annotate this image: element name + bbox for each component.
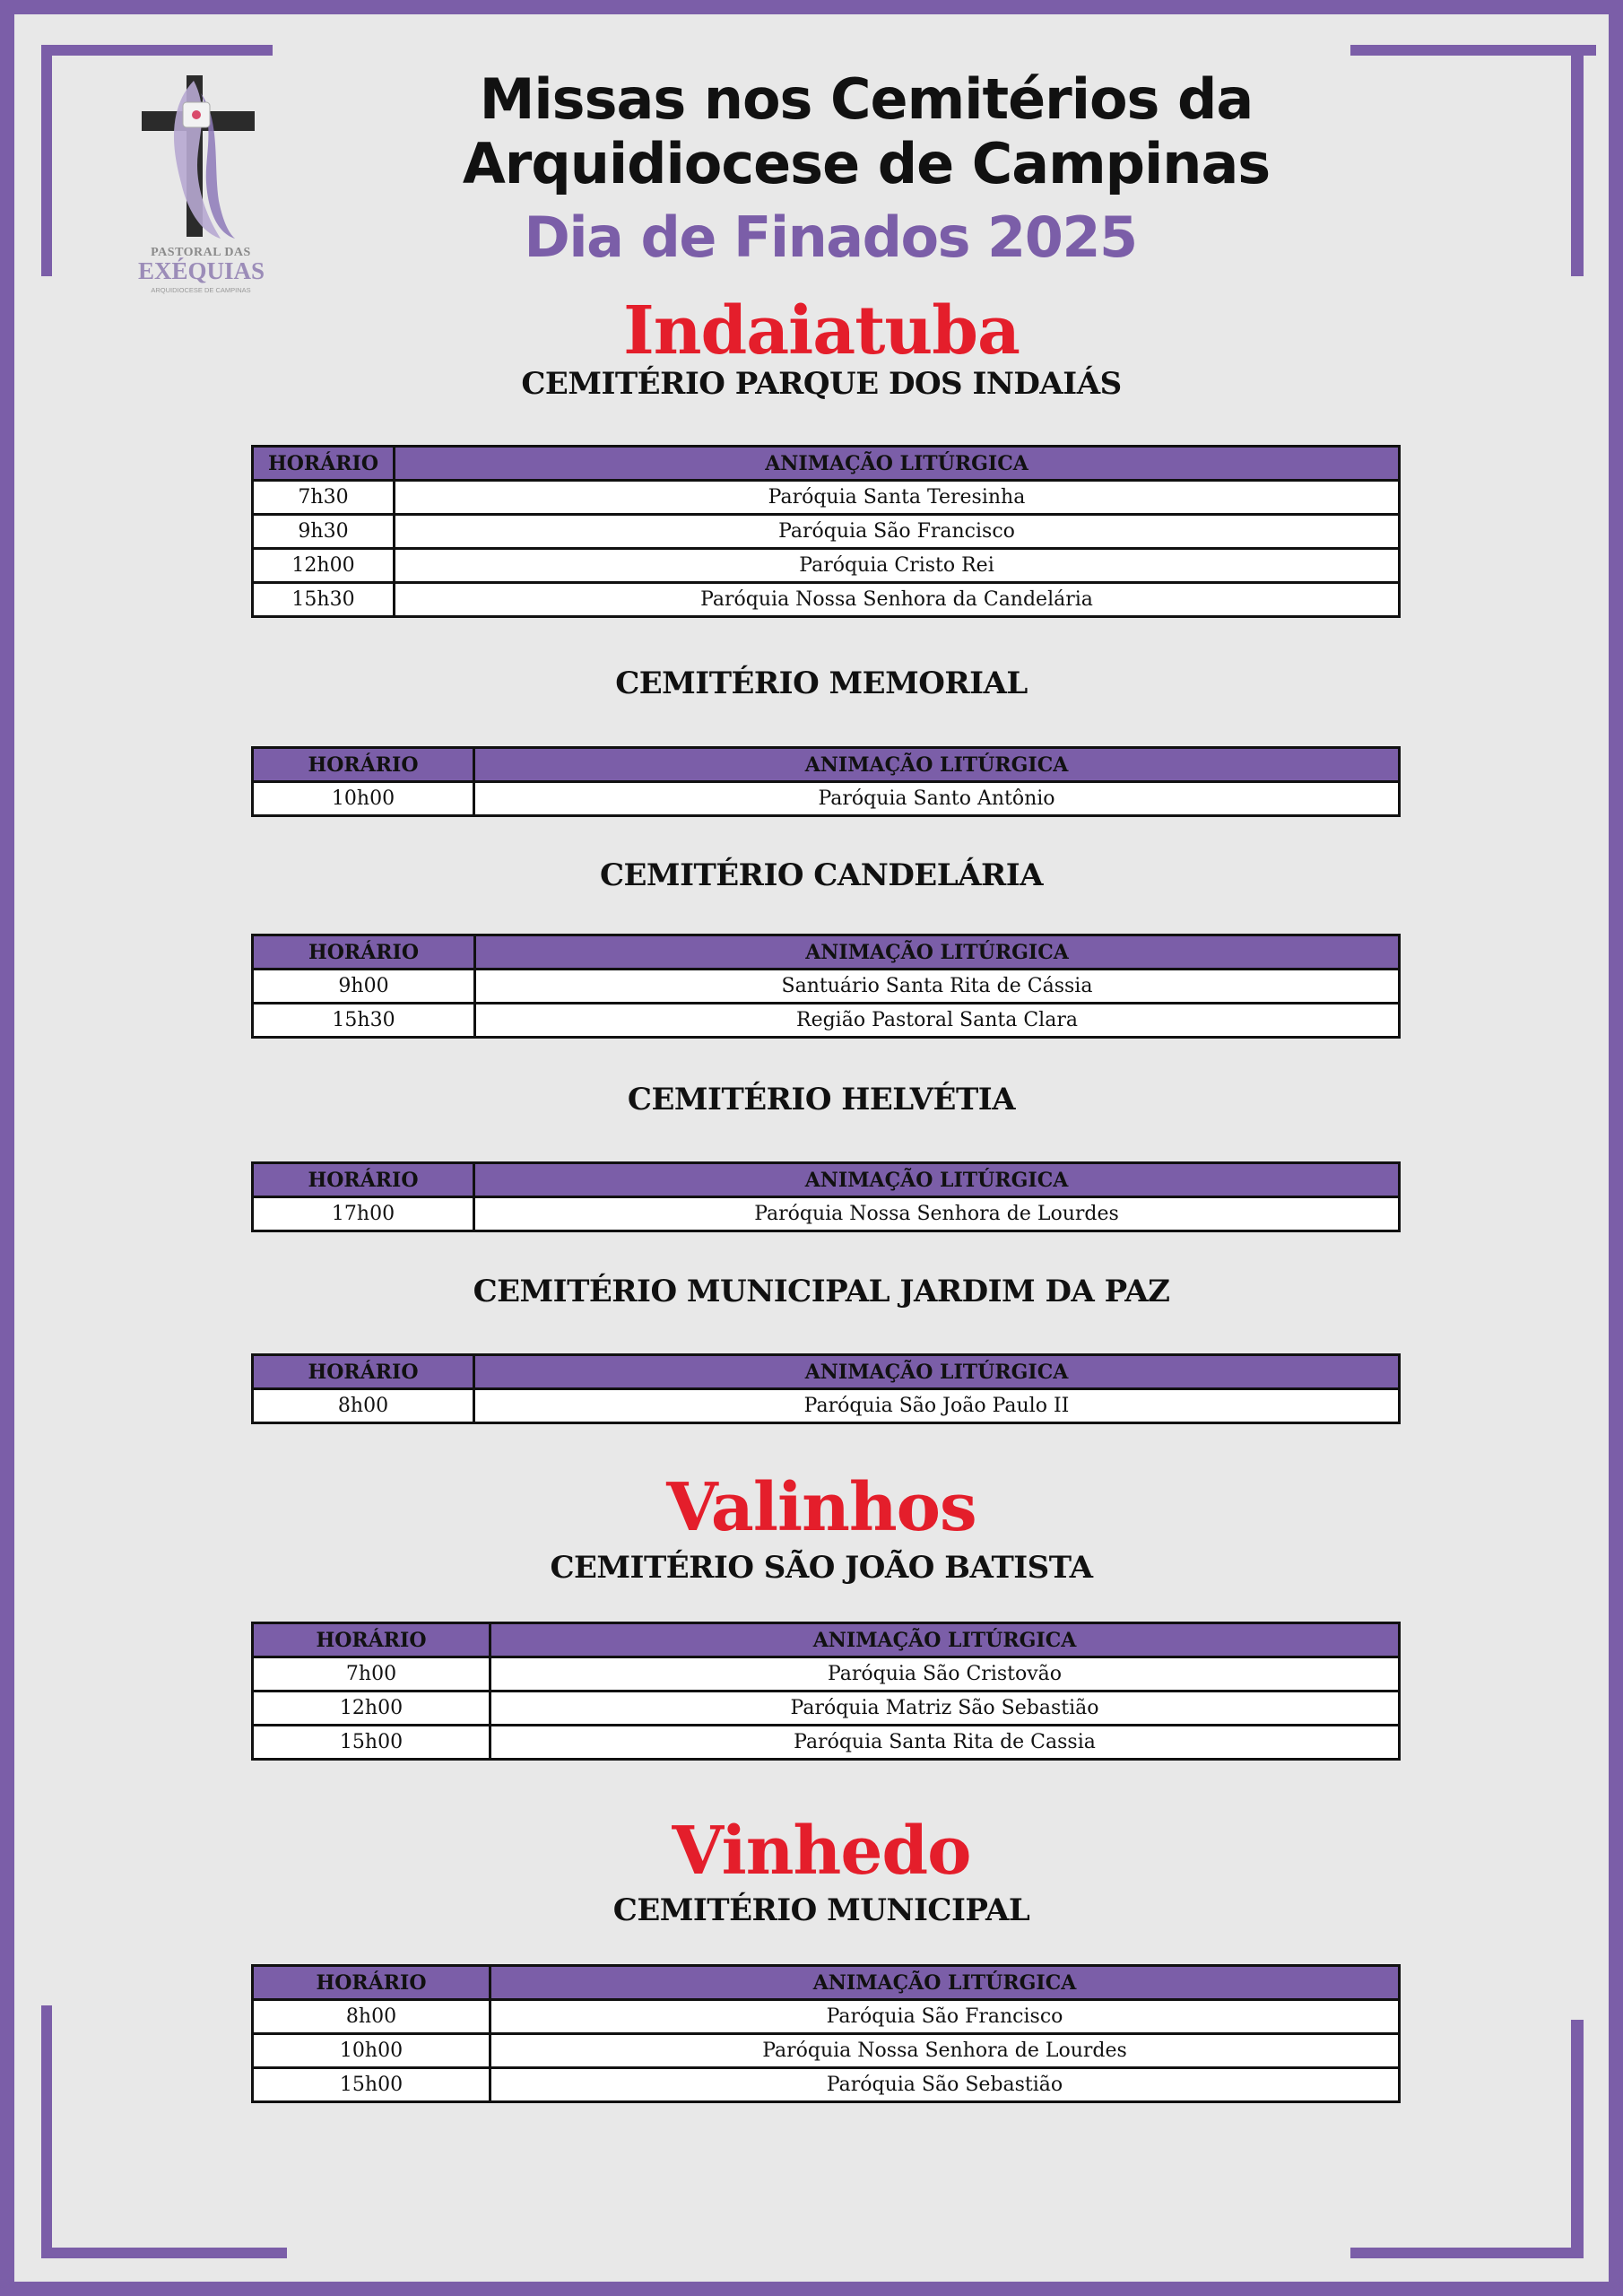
header-time: HORÁRIO: [253, 1163, 474, 1197]
table-header-row: [253, 935, 1400, 970]
parish-cell: Santuário Santa Rita de Cássia: [475, 970, 1400, 1004]
table-row: [253, 970, 1400, 1004]
header-time: HORÁRIO: [253, 1966, 490, 2000]
time-cell: 15h30: [253, 583, 395, 617]
time-cell: 8h00: [253, 1389, 474, 1423]
parish-cell: Paróquia São Francisco: [490, 2000, 1400, 2034]
table-row: [253, 1657, 1400, 1692]
header-animation: ANIMAÇÃO LITÚRGICA: [474, 1355, 1400, 1389]
time-cell: 8h00: [253, 2000, 490, 2034]
schedule-table: [251, 746, 1401, 817]
header-time: HORÁRIO: [253, 1623, 490, 1657]
parish-cell: Paróquia Santo Antônio: [474, 782, 1400, 816]
table-row: [253, 481, 1400, 515]
header-animation: ANIMAÇÃO LITÚRGICA: [474, 748, 1400, 782]
schedule-table: [251, 1161, 1401, 1232]
schedule-table: [251, 1622, 1401, 1761]
header-animation: ANIMAÇÃO LITÚRGICA: [475, 935, 1400, 970]
pastoral-logo: [138, 75, 264, 309]
corner-bottom-left-h: [41, 2248, 287, 2258]
page-title-line2: Arquidiocese de Campinas: [462, 131, 1271, 196]
parish-cell: Paróquia Nossa Senhora da Candelária: [395, 583, 1400, 617]
cemetery-title: CEMITÉRIO PARQUE DOS INDAIÁS: [521, 366, 1122, 402]
header-animation: ANIMAÇÃO LITÚRGICA: [474, 1163, 1400, 1197]
poster-page: [14, 14, 1609, 2282]
time-cell: 9h00: [253, 970, 475, 1004]
logo-line3: ARQUIDIOCESE DE CAMPINAS: [151, 286, 251, 294]
parish-cell: Paróquia São Francisco: [395, 515, 1400, 549]
page-title-line1: Missas nos Cemitérios da: [479, 66, 1254, 132]
time-cell: 7h00: [253, 1657, 490, 1692]
schedule-table: [251, 1353, 1401, 1424]
table-header-row: [253, 1623, 1400, 1657]
time-cell: 10h00: [253, 782, 474, 816]
corner-top-right-v: [1571, 45, 1584, 276]
parish-cell: Paróquia São João Paulo II: [474, 1389, 1400, 1423]
cemetery-title: CEMITÉRIO SÃO JOÃO BATISTA: [550, 1550, 1093, 1586]
page-subtitle: Dia de Finados 2025: [524, 204, 1137, 270]
header-animation: ANIMAÇÃO LITÚRGICA: [395, 447, 1400, 481]
parish-cell: Paróquia Matriz São Sebastião: [490, 1692, 1400, 1726]
corner-top-right-h: [1350, 45, 1596, 56]
header-animation: ANIMAÇÃO LITÚRGICA: [490, 1966, 1400, 2000]
logo-line2: EXÉQUIAS: [138, 257, 265, 284]
time-cell: 17h00: [253, 1197, 474, 1231]
corner-bottom-right-h: [1350, 2248, 1584, 2258]
corner-top-left-h: [41, 45, 273, 56]
table-row: [253, 1004, 1400, 1038]
table-row: [253, 549, 1400, 583]
table-row: [253, 1197, 1400, 1231]
cemetery-title: CEMITÉRIO CANDELÁRIA: [599, 857, 1044, 893]
parish-cell: Região Pastoral Santa Clara: [475, 1004, 1400, 1038]
parish-cell: Paróquia Santa Rita de Cassia: [490, 1726, 1400, 1760]
time-cell: 12h00: [253, 549, 395, 583]
table-row: [253, 2068, 1400, 2102]
table-row: [253, 583, 1400, 617]
table-header-row: [253, 447, 1400, 481]
parish-cell: Paróquia São Cristovão: [490, 1657, 1400, 1692]
corner-top-left-v: [41, 45, 52, 276]
table-header-row: [253, 1966, 1400, 2000]
table-row: [253, 515, 1400, 549]
header-time: HORÁRIO: [253, 447, 395, 481]
time-cell: 9h30: [253, 515, 395, 549]
header-time: HORÁRIO: [253, 1355, 474, 1389]
cemetery-title: CEMITÉRIO HELVÉTIA: [627, 1082, 1016, 1118]
time-cell: 15h30: [253, 1004, 475, 1038]
table-row: [253, 1389, 1400, 1423]
city-title-indaiatuba: Indaiatuba: [623, 292, 1020, 370]
city-title-vinhedo: Vinhedo: [672, 1813, 971, 1890]
parish-cell: Paróquia Santa Teresinha: [395, 481, 1400, 515]
corner-bottom-left-v: [41, 2005, 52, 2258]
table-header-row: [253, 748, 1400, 782]
time-cell: 7h30: [253, 481, 395, 515]
cemetery-title: CEMITÉRIO MUNICIPAL: [612, 1892, 1030, 1928]
cross-icon: [138, 75, 264, 246]
time-cell: 15h00: [253, 2068, 490, 2102]
table-row: [253, 2000, 1400, 2034]
time-cell: 10h00: [253, 2034, 490, 2068]
schedule-table: [251, 1964, 1401, 2103]
header-time: HORÁRIO: [253, 935, 475, 970]
header-animation: ANIMAÇÃO LITÚRGICA: [490, 1623, 1400, 1657]
table-row: [253, 782, 1400, 816]
schedule-table: [251, 445, 1401, 618]
schedule-table: [251, 934, 1401, 1039]
parish-cell: Paróquia São Sebastião: [490, 2068, 1400, 2102]
time-cell: 15h00: [253, 1726, 490, 1760]
parish-cell: Paróquia Cristo Rei: [395, 549, 1400, 583]
time-cell: 12h00: [253, 1692, 490, 1726]
cemetery-title: CEMITÉRIO MUNICIPAL JARDIM DA PAZ: [473, 1274, 1170, 1309]
table-row: [253, 1726, 1400, 1760]
city-title-valinhos: Valinhos: [666, 1469, 976, 1546]
parish-cell: Paróquia Nossa Senhora de Lourdes: [474, 1197, 1400, 1231]
table-row: [253, 2034, 1400, 2068]
parish-cell: Paróquia Nossa Senhora de Lourdes: [490, 2034, 1400, 2068]
header-time: HORÁRIO: [253, 748, 474, 782]
cemetery-title: CEMITÉRIO MEMORIAL: [615, 665, 1028, 701]
table-header-row: [253, 1355, 1400, 1389]
logo-line1: PASTORAL DAS: [151, 246, 251, 259]
corner-bottom-right-v: [1571, 2020, 1584, 2258]
table-header-row: [253, 1163, 1400, 1197]
table-row: [253, 1692, 1400, 1726]
